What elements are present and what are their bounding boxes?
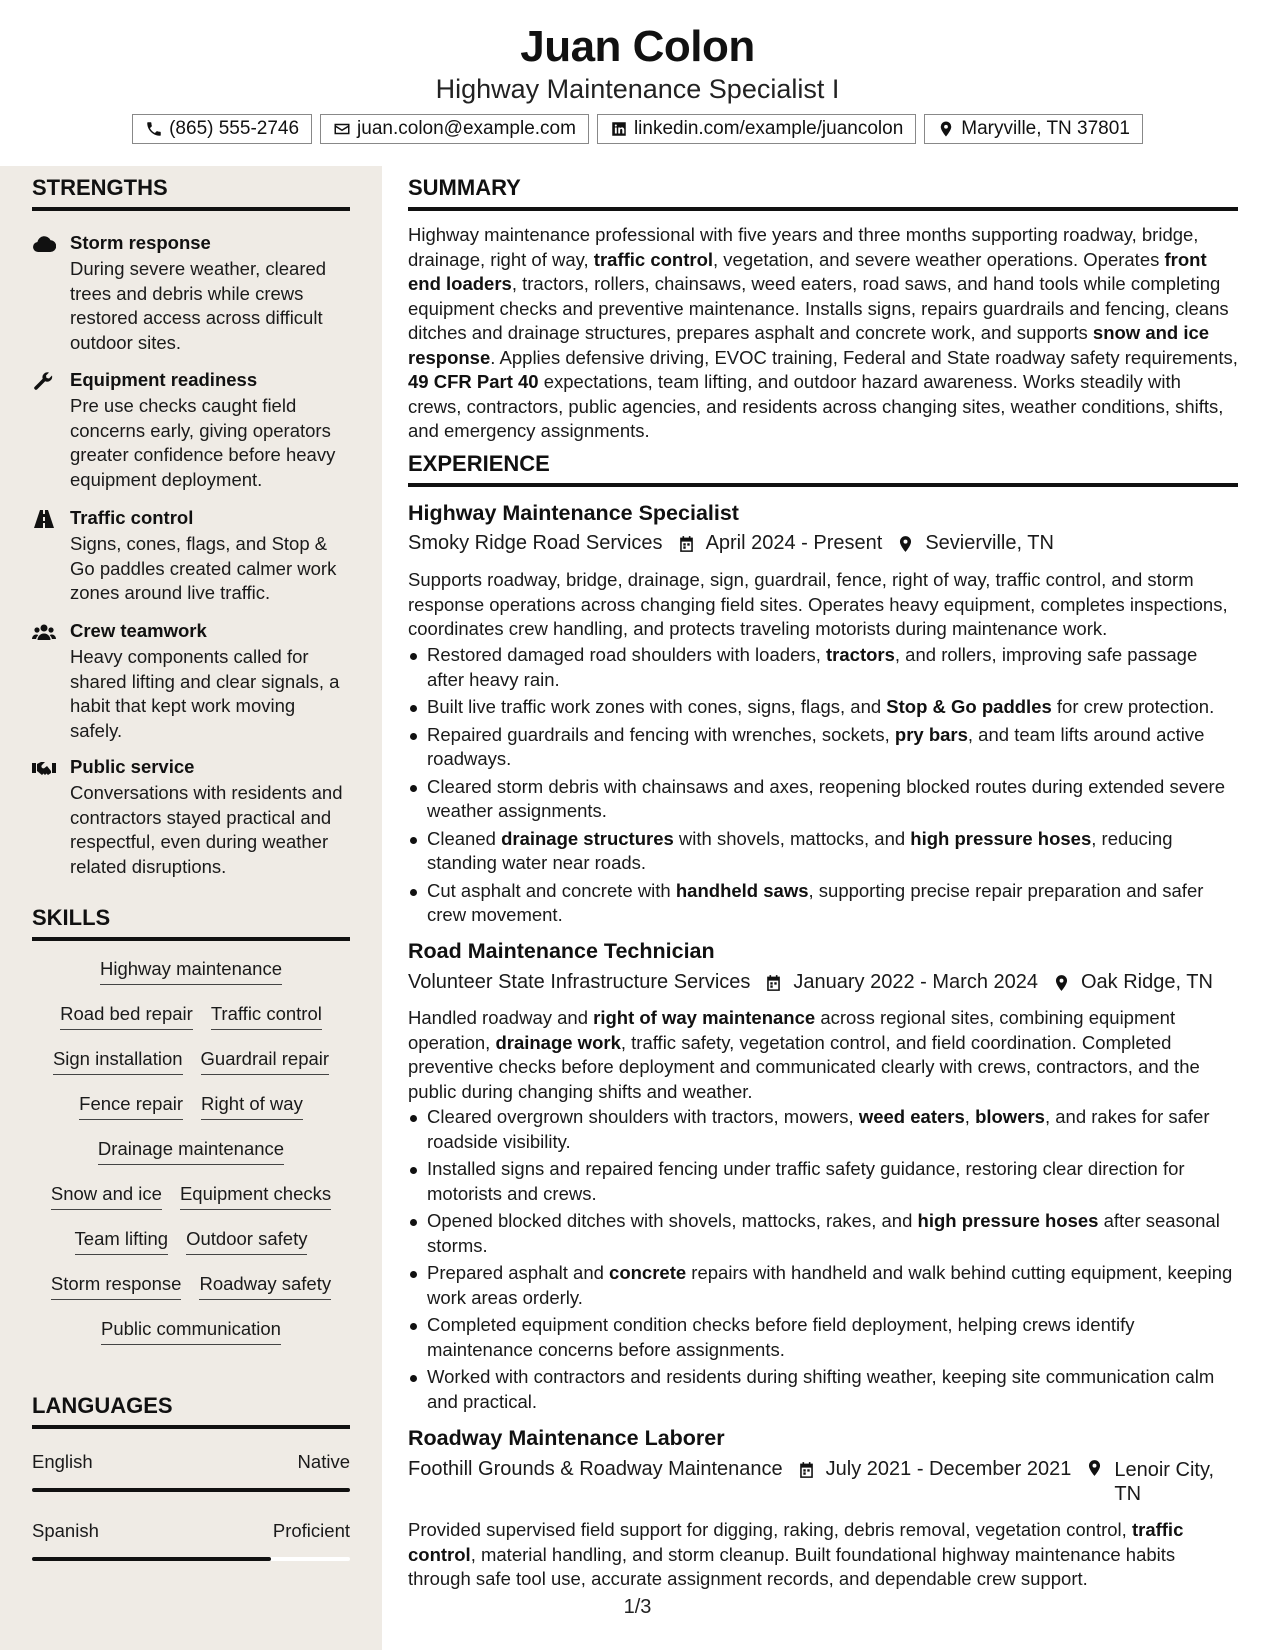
resume-header <box>0 0 1275 166</box>
job-summary: Handled roadway and right of way maintenance across regional sites, combining equipment operation, drainage work, traffic safety, vegetation control, and field coordination. Completed preventive checks before deployment and communicated clearly with crews, contractors, and the public during changing shifts and weather. <box>408 1007 1200 1102</box>
map-pin-icon <box>1085 1458 1104 1478</box>
job-bullet: Cut asphalt and concrete with handheld saws, supporting precise repair preparation and safer crew movement. <box>408 879 1238 928</box>
map-pin-icon <box>1052 973 1071 993</box>
wrench-icon <box>32 371 56 391</box>
skill-tag: Team lifting <box>75 1227 169 1255</box>
strength-description: Conversations with residents and contractors stayed practical and respectful, even during weather related disruptions. <box>70 782 343 877</box>
skill-tag: Highway maintenance <box>100 957 282 985</box>
strength-description: During severe weather, cleared trees and debris while crews restored access across difficult outdoor sites. <box>70 258 327 353</box>
job-title: Roadway Maintenance Laborer <box>408 1426 725 1450</box>
skill-tag: Snow and ice <box>51 1182 162 1210</box>
calendar-icon <box>677 534 696 554</box>
job-bullet: Opened blocked ditches with shovels, mattocks, rakes, and high pressure hoses after seasonal storms. <box>408 1209 1238 1258</box>
contact-phone-text: (865) 555-2746 <box>169 118 300 139</box>
skills-list <box>32 957 350 1362</box>
job-location: Lenoir City, TN <box>1114 1459 1215 1505</box>
language-bar-fill <box>32 1488 350 1492</box>
skill-tag: Road bed repair <box>60 1002 193 1030</box>
contact-linkedin[interactable] <box>597 114 916 144</box>
job-meta <box>408 971 1238 994</box>
job-bullet: Completed equipment condition checks before field deployment, helping crews identify maintenance concerns before assignments. <box>408 1313 1238 1362</box>
job-bullets <box>408 1105 1238 1417</box>
strength-title: Equipment readiness <box>70 369 258 390</box>
job-bullet: Prepared asphalt and concrete repairs with handheld and walk behind cutting equipment, keeping work areas orderly. <box>408 1261 1238 1310</box>
job-company: Foothill Grounds & Roadway Maintenance <box>408 1458 783 1480</box>
job-bullet: Worked with contractors and residents during shifting weather, keeping site communication calm and practical. <box>408 1365 1238 1414</box>
strength-title: Storm response <box>70 232 211 253</box>
language-name: English <box>32 1451 93 1472</box>
language-level: Proficient <box>272 1520 350 1541</box>
page-number: 1/3 <box>623 1596 652 1618</box>
contact-email[interactable] <box>320 114 589 144</box>
job-title: Road Maintenance Technician <box>408 939 715 963</box>
phone-icon <box>145 120 163 138</box>
job-meta <box>408 1458 1238 1506</box>
experience-heading: EXPERIENCE <box>408 451 1238 487</box>
job-dates: January 2022 - March 2024 <box>793 971 1038 993</box>
contact-linkedin-text: linkedin.com/example/juancolon <box>633 118 904 139</box>
envelope-icon <box>333 120 351 138</box>
job-dates: April 2024 - Present <box>705 532 883 554</box>
strength-title: Public service <box>70 756 195 777</box>
job-title: Highway Maintenance Specialist <box>408 501 739 525</box>
skill-tag: Equipment checks <box>180 1182 331 1210</box>
job-summary: Supports roadway, bridge, drainage, sign, guardrail, fence, right of way, traffic control, and storm response operations across changing field sites. Operates heavy equipment, completes inspections, coordinates crew handling, and protects traveling motorists during maintenance work. <box>408 569 1228 639</box>
job-summary: Provided supervised field support for digging, raking, debris removal, vegetation control, traffic control, material handling, and storm cleanup. Built foundational highway maintenance habits through safe tool use, accurate assignment records, and dependable crew support. <box>408 1519 1184 1589</box>
handshake-icon <box>32 758 56 778</box>
strengths-heading: STRENGTHS <box>32 175 350 211</box>
calendar-icon <box>797 1460 816 1480</box>
users-icon <box>32 622 56 642</box>
summary-text: Highway maintenance professional with five years and three months supporting roadway, bridge, drainage, right of way, traffic control, vegetation, and severe weather operations. Operates front end loaders, tractors, rollers, chainsaws, weed eaters, road saws, and hand tools while completing equipment checks and preventive maintenance. Installs signs, repairs guardrails and fencing, cleans ditches and drainage structures, prepares asphalt and concrete work, and supports snow and ice response. Applies defensive driving, EVOC training, Federal and State roadway safety requirements, 49 CFR Part 40 expectations, team lifting, and outdoor hazard awareness. Works steadily with crews, contractors, public agencies, and residents across changing sites, weather conditions, shifts, and emergency assignments. <box>408 224 1238 441</box>
language-bar <box>32 1557 350 1561</box>
skill-tag: Outdoor safety <box>186 1227 307 1255</box>
skill-tag: Drainage maintenance <box>98 1137 284 1165</box>
skill-tag: Guardrail repair <box>201 1047 330 1075</box>
strength-description: Pre use checks caught field concerns early, giving operators greater confidence before heavy equipment deployment. <box>70 395 336 490</box>
job-bullet: Built live traffic work zones with cones, signs, flags, and Stop & Go paddles for crew protection. <box>408 695 1238 720</box>
linkedin-icon <box>610 120 628 138</box>
language-bar-fill <box>32 1557 271 1561</box>
job-bullets <box>408 643 1238 931</box>
job-bullet: Restored damaged road shoulders with loaders, tractors, and rollers, improving safe passage after heavy rain. <box>408 643 1238 692</box>
sidebar <box>0 166 382 1650</box>
job-bullet: Cleared storm debris with chainsaws and axes, reopening blocked routes during extended severe weather assignments. <box>408 775 1238 824</box>
job-meta <box>408 532 1238 555</box>
skill-tag: Public communication <box>101 1317 281 1345</box>
job-company: Volunteer State Infrastructure Services <box>408 971 751 993</box>
cloud-icon <box>32 234 56 254</box>
strength-title: Crew teamwork <box>70 620 207 641</box>
contact-bar <box>0 114 1275 144</box>
job-bullet: Repaired guardrails and fencing with wrenches, sockets, pry bars, and team lifts around active roadways. <box>408 723 1238 772</box>
contact-location-text: Maryville, TN 37801 <box>961 118 1130 139</box>
skill-tag: Right of way <box>201 1092 303 1120</box>
contact-location[interactable] <box>924 114 1143 144</box>
job-bullet: Cleaned drainage structures with shovels, mattocks, and high pressure hoses, reducing standing water near roads. <box>408 827 1238 876</box>
candidate-title: Highway Maintenance Specialist I <box>435 74 840 104</box>
strength-description: Signs, cones, flags, and Stop & Go paddles created calmer work zones around live traffic. <box>70 533 337 603</box>
map-pin-icon <box>937 120 955 138</box>
calendar-icon <box>764 973 783 993</box>
skill-tag: Traffic control <box>211 1002 322 1030</box>
skill-tag: Fence repair <box>79 1092 183 1120</box>
map-pin-icon <box>896 534 915 554</box>
skill-tag: Storm response <box>51 1272 182 1300</box>
skills-heading: SKILLS <box>32 905 350 941</box>
skill-tag: Roadway safety <box>199 1272 331 1300</box>
road-icon <box>32 509 56 529</box>
candidate-name: Juan Colon <box>520 22 755 71</box>
job-company: Smoky Ridge Road Services <box>408 532 663 554</box>
contact-email-text: juan.colon@example.com <box>357 118 576 139</box>
strength-description: Heavy components called for shared lifting and clear signals, a habit that kept work moving safely. <box>70 646 340 741</box>
strength-title: Traffic control <box>70 507 194 528</box>
summary-heading: SUMMARY <box>408 175 1238 211</box>
language-name: Spanish <box>32 1520 99 1541</box>
job-bullet: Cleared overgrown shoulders with tractors, mowers, weed eaters, blowers, and rakes for safer roadside visibility. <box>408 1105 1238 1154</box>
job-bullet: Installed signs and repaired fencing under traffic safety guidance, restoring clear direction for motorists and crews. <box>408 1157 1238 1206</box>
language-level: Native <box>297 1451 350 1472</box>
job-dates: July 2021 - December 2021 <box>825 1458 1072 1480</box>
contact-phone[interactable] <box>132 114 312 144</box>
job-location: Oak Ridge, TN <box>1081 971 1213 993</box>
language-bar <box>32 1488 350 1492</box>
languages-heading: LANGUAGES <box>32 1393 350 1429</box>
job-location: Sevierville, TN <box>925 532 1054 554</box>
skill-tag: Sign installation <box>53 1047 183 1075</box>
